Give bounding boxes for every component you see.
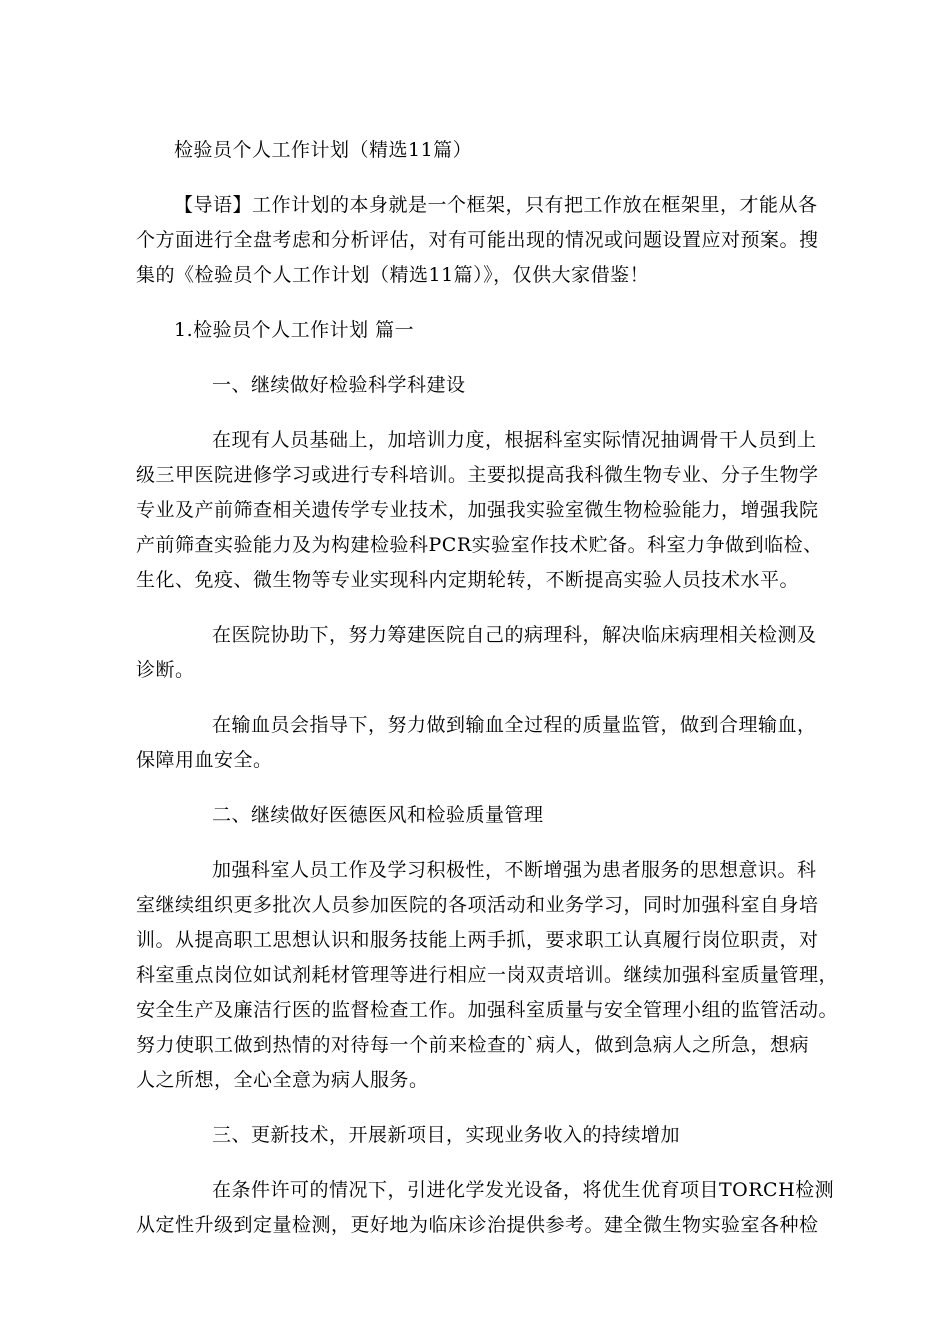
paragraph-line: 在现有人员基础上，加培训力度，根据科室实际情况抽调骨干人员到上 [212, 429, 817, 451]
paragraph-line: 保障用血安全。 [136, 749, 273, 771]
subsection-heading: 三、更新技术，开展新项目，实现业务收入的持续增加 [212, 1124, 681, 1146]
paragraph-line: 在输血员会指导下，努力做到输血全过程的质量监管，做到合理输血， [212, 714, 817, 736]
intro-line: 个方面进行全盘考虑和分析评估，对有可能出现的情况或问题设置应对预案。搜 [136, 229, 819, 251]
paragraph-line: 从定性升级到定量检测，更好地为临床诊治提供参考。建全微生物实验室各种检 [136, 1214, 819, 1236]
paragraph-line: 专业及产前筛查相关遗传学专业技术，加强我实验室微生物检验能力，增强我院 [136, 499, 819, 521]
paragraph-line: 训。从提高职工思想认识和服务技能上两手抓，要求职工认真履行岗位职责，对 [136, 929, 819, 951]
paragraph-line: 室继续组织更多批次人员参加医院的各项活动和业务学习，同时加强科室自身培 [136, 894, 819, 916]
paragraph-line: 生化、免疫、微生物等专业实现科内定期轮转，不断提高实验人员技术水平。 [136, 569, 800, 591]
paragraph-line: 人之所想，全心全意为病人服务。 [136, 1069, 429, 1091]
intro-line: 【导语】工作计划的本身就是一个框架，只有把工作放在框架里，才能从各 [174, 194, 818, 216]
paragraph-line: 科室重点岗位如试剂耗材管理等进行相应一岗双责培训。继续加强科室质量管理， [136, 964, 839, 986]
intro-line: 集的《检验员个人工作计划（精选11篇）》，仅供大家借鉴！ [136, 264, 650, 286]
paragraph-line: 级三甲医院进修学习或进行专科培训。主要拟提高我科微生物专业、分子生物学 [136, 464, 819, 486]
subsection-heading: 二、继续做好医德医风和检验质量管理 [212, 804, 544, 826]
paragraph-line: 加强科室人员工作及学习积极性，不断增强为患者服务的思想意识。科 [212, 859, 817, 881]
paragraph-line: 努力使职工做到热情的对待每一个前来检查的`病人，做到急病人之所急，想病 [136, 1034, 810, 1056]
subsection-heading: 一、继续做好检验科学科建设 [212, 374, 466, 396]
section-heading: 1.检验员个人工作计划 篇一 [174, 319, 415, 341]
paragraph-line: 诊断。 [136, 659, 195, 681]
paragraph-line: 在条件许可的情况下，引进化学发光设备，将优生优育项目TORCH检测 [212, 1179, 835, 1201]
paragraph-line: 安全生产及廉洁行医的监督检查工作。加强科室质量与安全管理小组的监管活动。 [136, 999, 839, 1021]
paragraph-line: 在医院协助下，努力筹建医院自己的病理科，解决临床病理相关检测及 [212, 624, 817, 646]
paragraph-line: 产前筛查实验能力及为构建检验科PCR实验室作技术贮备。科室力争做到临检、 [136, 534, 823, 556]
document-title: 检验员个人工作计划（精选11篇） [174, 139, 473, 161]
